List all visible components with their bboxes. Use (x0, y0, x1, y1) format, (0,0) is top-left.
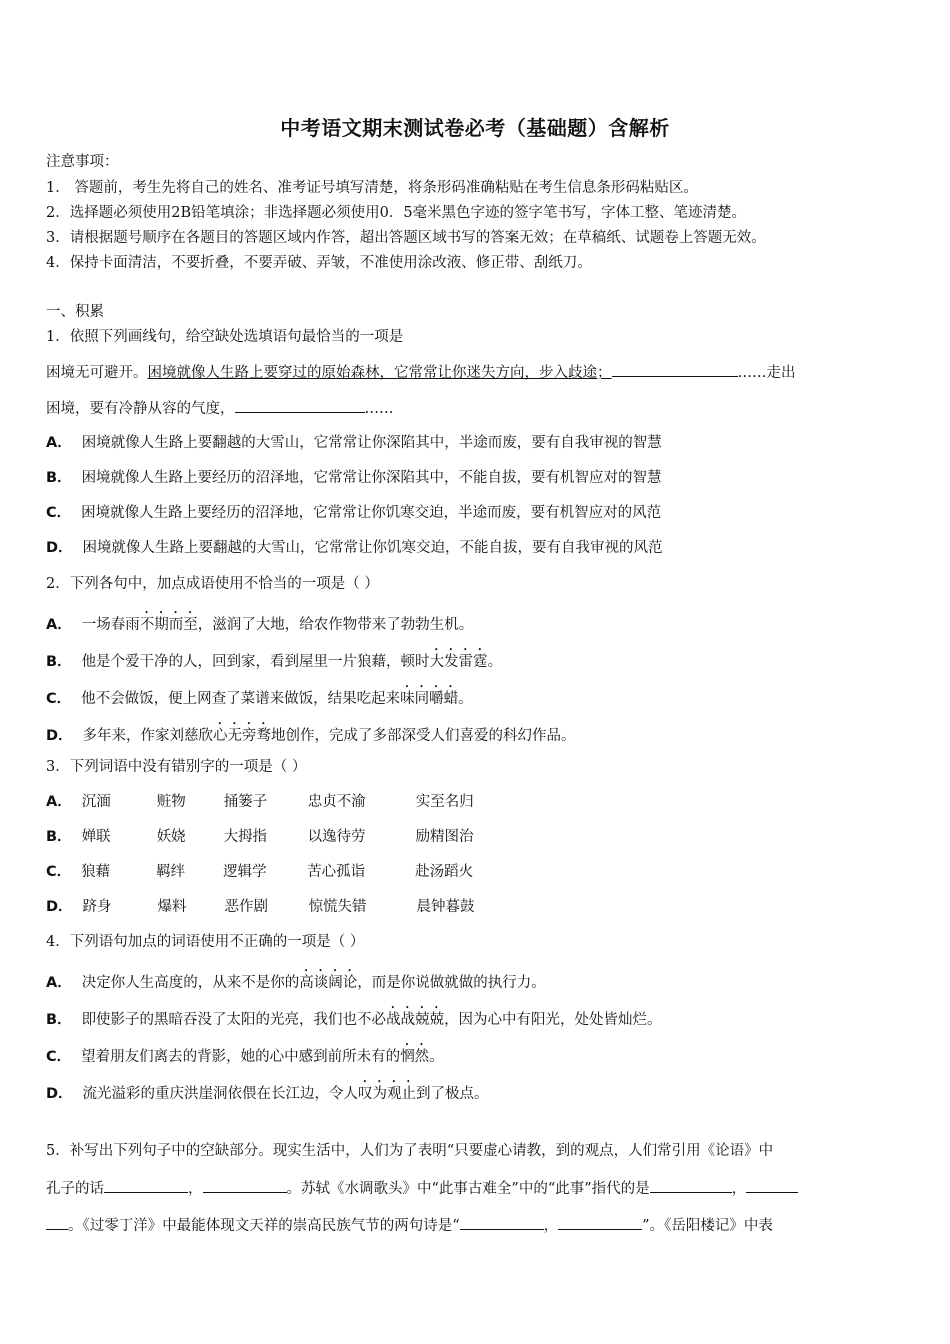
option-a (46, 792, 474, 812)
word: 恶作剧 (224, 899, 269, 915)
notice-item: 2．选择题必须使用2B铅笔填涂；非选择题必须使用0．5毫米黑色字迹的签字笔书写，字体工整、笔迹清楚。 (46, 205, 747, 221)
option-label: C． (46, 505, 72, 521)
option-text: ，滋润了大地，给农作物带来了勃勃生机。 (197, 617, 474, 633)
option-label: D． (46, 899, 73, 915)
word: 赃物 (156, 794, 186, 810)
answer-blank (46, 1215, 68, 1230)
option-label: B． (46, 654, 72, 670)
option-label: A． (46, 975, 72, 991)
passage-text: 。苏轼《水调歌头》中“此事古难全”中的“此事”指代的是 (286, 1181, 650, 1197)
answer-blank (104, 1178, 188, 1193)
answer-blank (746, 1178, 798, 1193)
dotted-phrase: 叹为观止 (358, 1086, 417, 1102)
dotted-idiom: 大发雷霆 (429, 654, 488, 670)
option-text: 地创作，完成了多部深受人们喜爱的科幻作品。 (271, 728, 576, 744)
passage-text: ， (731, 1181, 747, 1197)
option-text: 一场春雨 (81, 617, 140, 633)
dotted-phrase: 高谈阔论 (299, 975, 358, 991)
dotted-idiom: 心无旁骛 (213, 728, 272, 744)
option-a (46, 967, 546, 993)
word: 妖娆 (156, 829, 186, 845)
question-2-stem: 2．下列各句中，加点成语使用不恰当的一项是（ ） (46, 576, 379, 592)
option-text: 困境就像人生路上要经历的沼泽地，它常常让你深陷其中，不能自拔，要有机智应对的智慧 (81, 470, 662, 486)
question-4-stem: 4．下列语句加点的词语使用不正确的一项是（ ） (46, 934, 365, 950)
option-b (46, 646, 502, 672)
option-text: 困境就像人生路上要翻越的大雪山，它常常让你饥寒交迫，不能自拔，要有自我审视的风范 (82, 540, 663, 556)
word: 沉湎 (81, 794, 111, 810)
underlined-sentence: 困境就像人生路上要穿过的原始森林，它常常让你迷失方向，步入歧途； (147, 365, 612, 381)
passage-text: …… (364, 401, 394, 417)
notice-item: 3．请根据题号顺序在各题目的答题区域内作答，超出答题区域书写的答案无效；在草稿纸、试题卷上答题无效。 (46, 230, 766, 246)
answer-blank (612, 362, 738, 377)
option-label: A． (46, 794, 72, 810)
notice-heading: 注意事项： (46, 154, 119, 170)
answer-blank (235, 398, 365, 413)
option-label: D． (46, 1086, 73, 1102)
option-text: ，而是你说做就做的执行力。 (357, 975, 546, 991)
option-b (46, 827, 474, 847)
word: 晨钟暮鼓 (416, 899, 475, 915)
word: 羁绊 (156, 864, 186, 880)
passage-text: ， (543, 1218, 559, 1234)
notice-item: 1． 答题前，考生先将自己的姓名、准考证号填写清楚，将条形码准确粘贴在考生信息条形码粘贴区。 (46, 180, 698, 196)
option-label: D． (46, 540, 73, 556)
word: 婵联 (81, 829, 111, 845)
answer-blank (460, 1215, 544, 1230)
option-text: 。 (429, 1049, 444, 1065)
option-text: ，因为心中有阳光，处处皆灿烂。 (444, 1012, 662, 1028)
option-text: 多年来，作家刘慈欣 (82, 728, 214, 744)
passage-text: 困境，要有冷静从容的气度， (46, 401, 235, 417)
word: 逻辑学 (223, 864, 267, 880)
option-text: 到了极点。 (416, 1086, 489, 1102)
option-label: A． (46, 435, 72, 451)
question-5-line (46, 1178, 798, 1199)
question-5-line: 5．补写出下列句子中的空缺部分。现实生活中，人们为了表明“只要虚心请教，到的观点，人们常引用《论语》中 (46, 1143, 774, 1159)
notice-item: 4．保持卡面清洁，不要折叠，不要弄破、弄皱，不准使用涂改液、修正带、刮纸刀。 (46, 255, 592, 271)
question-3-stem: 3．下列词语中没有错别字的一项是（ ） (46, 759, 307, 775)
answer-blank (203, 1178, 287, 1193)
option-text: 他是个爱干净的人，回到家，看到屋里一片狼藉，顿时 (81, 654, 430, 670)
option-label: D． (46, 728, 73, 744)
word: 大拇指 (223, 829, 268, 845)
option-label: C． (46, 864, 72, 880)
passage-text: ……走出 (737, 365, 796, 381)
word: 以逸待劳 (307, 829, 366, 845)
answer-blank (558, 1215, 642, 1230)
option-a (46, 609, 473, 635)
word: 励精图治 (415, 829, 474, 845)
option-text: 流光溢彩的重庆洪崖洞依偎在长江边，令人 (82, 1086, 359, 1102)
option-text: 望着朋友们离去的背影，她的心中感到前所未有的 (81, 1049, 401, 1065)
word: 跻身 (82, 899, 112, 915)
passage-text: 困境无可避开。 (46, 365, 148, 381)
option-a (46, 433, 662, 453)
word: 赴汤蹈火 (415, 864, 474, 880)
dotted-phrase: 惘然 (400, 1049, 430, 1065)
word: 爆料 (157, 899, 187, 915)
option-c (46, 683, 473, 709)
option-d (46, 897, 475, 917)
option-text: 他不会做饭，便上网查了菜谱来做饭，结果吃起来 (81, 691, 401, 707)
question-5-line (46, 1215, 773, 1236)
answer-blank (650, 1178, 732, 1193)
dotted-idiom: 味同嚼蜡 (400, 691, 459, 707)
option-text: 困境就像人生路上要翻越的大雪山，它常常让你深陷其中，半途而废，要有自我审视的智慧 (81, 435, 662, 451)
passage-text: 。《过零丁洋》中最能体现文天祥的崇高民族气节的两句诗是“ (68, 1218, 460, 1234)
option-c (46, 503, 661, 523)
option-b (46, 468, 662, 488)
word: 实至名归 (415, 794, 474, 810)
option-c (46, 1041, 444, 1067)
passage-text: 孔子的话 (46, 1181, 104, 1197)
word: 苦心孤诣 (307, 864, 366, 880)
option-text: 。 (458, 691, 473, 707)
passage-text: ”。《岳阳楼记》中表 (642, 1218, 773, 1234)
option-label: C． (46, 1049, 72, 1065)
question-1-passage-line (46, 362, 796, 383)
option-text: 即使影子的黑暗吞没了太阳的光亮，我们也不必 (81, 1012, 387, 1028)
option-b (46, 1004, 662, 1030)
option-label: C． (46, 691, 72, 707)
option-label: B． (46, 1012, 72, 1028)
option-d (46, 720, 576, 746)
option-d (46, 538, 663, 558)
option-text: 。 (487, 654, 503, 670)
option-text: 困境就像人生路上要经历的沼泽地，它常常让你饥寒交迫，半途而废，要有机智应对的风范 (81, 505, 662, 521)
word: 惊慌失错 (308, 899, 367, 915)
section-heading: 一、积累 (46, 304, 104, 320)
question-1-stem: 1．依照下列画线句，给空缺处选填语句最恰当的一项是 (46, 329, 404, 345)
word: 狼藉 (81, 864, 111, 880)
option-label: B． (46, 470, 72, 486)
dotted-idiom: 不期而至 (139, 617, 198, 633)
word: 忠贞不渝 (307, 794, 366, 810)
option-d (46, 1078, 489, 1104)
page-title: 中考语文期末测试卷必考（基础题）含解析 (280, 116, 670, 140)
option-label: A． (46, 617, 72, 633)
dotted-phrase: 战战兢兢 (386, 1012, 445, 1028)
option-text: 决定你人生高度的，从来不是你的 (81, 975, 300, 991)
word: 捅篓子 (223, 794, 268, 810)
option-label: B． (46, 829, 72, 845)
passage-text: ， (188, 1181, 203, 1197)
question-1-passage-line (46, 398, 394, 419)
option-c (46, 862, 473, 882)
